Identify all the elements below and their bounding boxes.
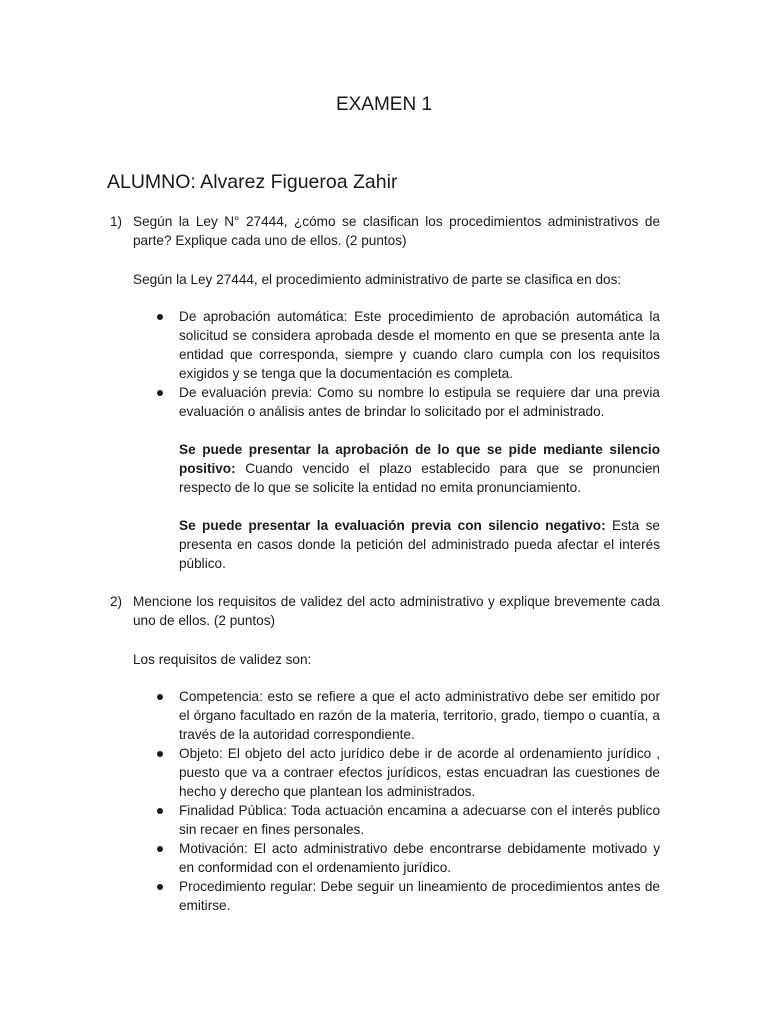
bullet-icon bbox=[157, 751, 163, 757]
question-text: Mencione los requisitos de validez del acto administrativo y explique brevemente cada uno de ellos. (2 puntos) bbox=[133, 594, 660, 628]
list-item: De aprobación automática: Este procedimiento de aprobación automática la solicitud se considera aprobada desde el momento en que se presenta ante la entidad que corresponda, siempre y cuando claro cumpla con los requisitos exigidos y se tenga que la documentación es completa. bbox=[179, 309, 660, 381]
page-title: EXAMEN 1 bbox=[335, 94, 433, 115]
list-item: Procedimiento regular: Debe seguir un lineamiento de procedimientos antes de emitirse. bbox=[179, 879, 660, 913]
bullet-icon bbox=[157, 390, 163, 396]
bullet-icon bbox=[157, 884, 163, 890]
bullet-icon bbox=[157, 846, 163, 852]
question-number: 1) bbox=[110, 214, 123, 229]
list-item: Motivación: El acto administrativo debe encontrarse debidamente motivado y en conformidad con el ordenamiento jurídico. bbox=[179, 841, 660, 875]
note-text: Esta se presenta en casos donde la petición del administrado pueda afectar el interés público. bbox=[179, 518, 660, 571]
question-text: Según la Ley N° 27444, ¿cómo se clasifican los procedimientos administrativos de parte? Explique cada uno de ellos. (2 puntos) bbox=[133, 214, 660, 248]
question-number: 2) bbox=[110, 594, 123, 609]
note-heading: Se puede presentar la aprobación de lo que se pide mediante silencio positivo: bbox=[179, 442, 660, 476]
bullet-icon bbox=[157, 808, 163, 814]
list-item: Finalidad Pública: Toda actuación encamina a adecuarse con el interés publico sin recaer en fines personales. bbox=[179, 803, 660, 837]
student-name: ALUMNO: Alvarez Figueroa Zahir bbox=[107, 171, 398, 193]
note-paragraph bbox=[179, 440, 660, 497]
note-paragraph bbox=[179, 516, 660, 573]
bullet-icon bbox=[157, 314, 163, 320]
list-item: Objeto: El objeto del acto jurídico debe ir de acorde al ordenamiento jurídico , puesto que va a contraer efectos jurídicos, estas encuadran las cuestiones de hecho y derecho que plantean los administrados. bbox=[179, 746, 660, 799]
list-item: Competencia: esto se refiere a que el acto administrativo debe ser emitido por el órgano facultado en razón de la materia, territorio, grado, tiempo o cuantía, a través de la autoridad correspondiente. bbox=[179, 689, 660, 742]
bullet-icon bbox=[157, 694, 163, 700]
note-text: Cuando vencido el plazo establecido para que se pronuncien respecto de lo que se solicite la entidad no emita pronunciamiento. bbox=[179, 461, 660, 495]
note-heading: Se puede presentar la evaluación previa con silencio negativo: bbox=[179, 518, 606, 533]
list-item: De evaluación previa: Como su nombre lo estipula se requiere dar una previa evaluación o análisis antes de brindar lo solicitado por el administrado. bbox=[179, 385, 660, 419]
answer-intro: Los requisitos de validez son: bbox=[133, 652, 312, 667]
answer-intro: Según la Ley 27444, el procedimiento administrativo de parte se clasifica en dos: bbox=[133, 272, 622, 287]
